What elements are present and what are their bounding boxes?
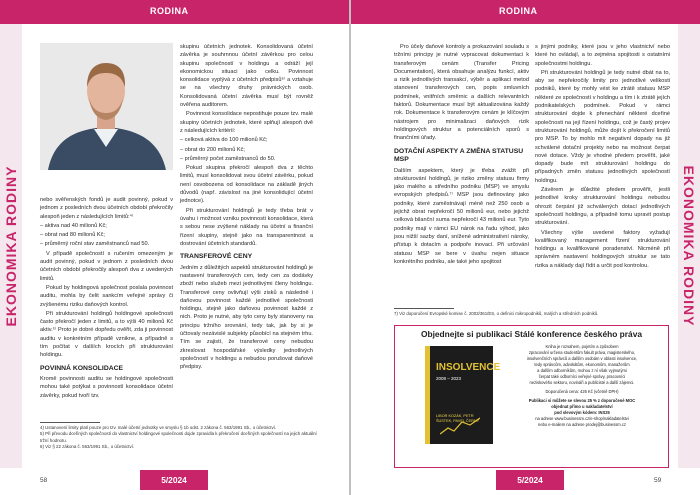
footnotes-left: [40, 425, 318, 451]
conference-description: [499, 344, 665, 428]
footnote-rule-right: [394, 308, 454, 309]
desc-line: tedy správcům, advokátům, ekonomům, manažerům: [534, 362, 630, 367]
footnote: 7) Viz doporučení Evropské komise č. 2003/361/ES, o definici mikropodniků, malých a středních podniků.: [394, 311, 599, 316]
col4-paragraph: Všechny výše uvedené faktory vyžadují kvalifikovaný management řízení strukturování holdingu a kvalifikované poradenství. Nicméně při správném nastavení holdingových struktur se tato rizika a náklady dají řídit a určit pod kontrolou.: [535, 229, 670, 269]
col2-paragraph: Jedním z důležitých aspektů strukturování holdingů je nastavení transferových cen, tedy cen za dodávky zboží nebo služeb mezi jednotlivými členy holdingu. Transferové ceny ovlivňují výši zisků a následně i daňovou povinnost každé jednotlivé společnosti holdingu, stejně jako daňovou povinnost každé z nich. Proto je nutné, aby tyto ceny byly stanoveny na principu tržního srovnání, tedy tak, jak by si je účtovaly nezávislé subjekty působící na stejném trhu. Tím se zajistí, že transferové ceny nebudou zkreslovat hospodářské výsledky jednotlivých společností v holdingu a nebudou porušovat daňové předpisy.: [180, 264, 313, 371]
desc-line: a dalším odborníkům, mohou z ní však vyjmutými: [537, 368, 627, 373]
sidebar-right: [678, 24, 700, 468]
col2-list-item: – obrat do 200 milionů Kč;: [180, 146, 245, 153]
offer-line: objednat přímo u nakladatelství: [551, 404, 613, 409]
col2-paragraph: skupinu účetních jednotek. Konsolidovaná účetní závěrka je souhrnnou účetní závěrkou pro celou skupinu společností v holdingu a odráží její ekonomickou situaci jako celku. Povinnost konsolidace vyplývá z účetních předpisů⁶⁾ a vztahuje se na všechny druhy právnických osob. Konsolidovaná účetní závěrka musí být rovněž ověřena auditorem.: [180, 44, 313, 109]
issue-label-right: 5/2024: [517, 475, 543, 485]
page-number-left: 58: [40, 477, 48, 484]
page-number-right: 59: [654, 477, 662, 484]
col3-paragraph: Pro účely daňové kontroly a prokazování souladu s tržními principy je nutné vypracovat dokumentaci k transferovým cenám (Transfer Pricing Documentation), která obsahuje analýzu funkcí, aktiv a rizik jednotlivých transakcí, výběr a aplikaci metod stanovení transferových cen, popis smluvních podmínek, vnitřních směrnic a dalších relevantních faktorů. Dokumentace musí být aktualizována každý rok. Dokumentace k transferovým cenám je klíčovým nástrojem pro minimalizaci daňových rizik holdingových struktur a potenciálních sporů s finančními úřady.: [394, 44, 529, 142]
col3-paragraph: Dalším aspektem, který je třeba zvážit při strukturování holdingů, je riziko změny statusu firmy jako malého a středního podniku (MSP) ve smyslu evropských předpisů.⁷⁾ MSP jsou definovány jako podniky, které zaměstnávají méně než 250 osob a jejichž obrat nepřekročí 50 milionů eur, nebo jejichž celková bilanční suma nepřekročí 43 milionů eur. Tyto podniky mají v rámci EU nárok na řadu výhod, jako jsou nižší sazby daní, snížené administrativní nároky, přístup k dotacím a podpoře inovací. Při určování statusu MSP se bere v úvahu nejen situace konkrétního podniku, ale také jeho spojitost: [394, 167, 529, 265]
column-2: [180, 43, 313, 372]
col2-paragraph: Pokud skupina překročí alespoň dva z těchto limitů, musí konsolidovat svou účetní závěrku, pokud není osvobozena od konsolidace na základě jiných důvodů (např. závislost na jiné konsolidující účetní jednotce).: [180, 165, 313, 205]
col1-paragraph: V případě společností s ručením omezeným je audit povinný, pokud v jednom z posledních dvou účetních období překročily alespoň dva z uvedených limitů.: [40, 250, 173, 282]
col2-paragraph: Při strukturování holdingů je tedy třeba brát v úvahu i možnost vzniku povinnosti konsolidace, která s sebou nese zvýšené náklady na účetní a finanční řízení skupiny, stejně jako na transparentnost a dostrování účetních standardů.: [180, 207, 313, 247]
heading-povinna-konsolidace: POVINNÁ KONSOLIDACE: [40, 364, 124, 372]
issue-badge-right: [496, 470, 564, 490]
sidebar-label-right: EKONOMIKA RODINY: [681, 165, 697, 327]
col1-paragraph: Při strukturování holdingů holdingové společnosti často překročí jeden z limitů, a to výši 40 milionů Kč aktiv.⁵⁾ Proto je dobré dopředu ověřit, zda ji povinnost auditu v konkrétním případě vznikne, a případně s tím počítat v dalších krocích při strukturování holdingu.: [40, 310, 173, 359]
col2-paragraph: Povinnost konsolidace nepostihuje pouze tzv. malé skupiny účetních jednotek, které splňují alespoň dvě z následujících kritérií:: [180, 111, 313, 134]
col2-list-item: – průměrný počet zaměstnanců do 50.: [180, 155, 276, 162]
col1-paragraph: nebo svěřenských fondů je audit povinný, pokud v jednom z posledních dvou účetních období překročily alespoň jeden z následujících limitů:⁴⁾: [40, 197, 173, 220]
col4-paragraph: s jinými podniky, které jsou v jeho vlastnictví nebo které ho ovládají, a to zejména spojitosti s ostatními společnostmi holdingu.: [535, 44, 670, 67]
footnote: 5) Při převodu dceřiných společností do vlastnictví holdingové společnosti dojde zpravidla k překročení dceřiných společností na jejich aktuální tržní hodnotu.: [40, 431, 317, 443]
footnotes-right: [394, 311, 669, 317]
desc-price: Doporučená cena: 426 Kč (včetně DPH): [545, 389, 619, 394]
footnote: 4) Ustanovení limity platí pouze pro tzv. malé účetní jednotky ve smyslu § 1b odst. 2 zákona č. 563/1991 Sb., o účetnictví.: [40, 425, 277, 430]
desc-line: neziskového sektoru, novináři a publicisté a další zájemci.: [529, 380, 635, 385]
column-1: [40, 196, 173, 401]
desc-line: zpracování určena studentům fakult práva, magisterského,: [528, 350, 636, 355]
col1-list-item: – průměrný roční stav zaměstnanců nad 50.: [40, 241, 150, 248]
sidebar-left: [0, 24, 22, 468]
book-cover: [425, 346, 501, 444]
graph-decoration-icon: [440, 416, 480, 436]
issue-badge-left: [140, 470, 208, 490]
portrait-photo-icon: [40, 43, 173, 170]
issue-label-left: 5/2024: [161, 475, 187, 485]
conference-title: Objednejte si publikaci Stálé konference českého práva: [420, 329, 643, 339]
sidebar-label-left: EKONOMIKA RODINY: [3, 165, 19, 327]
col1-list-item: – aktiva nad 40 milionů Kč;: [40, 222, 107, 229]
footnote-rule-left: [40, 422, 100, 423]
author-photo: [40, 43, 173, 170]
section-title-right: RODINA: [499, 6, 538, 16]
page-gutter: [349, 0, 351, 495]
header-bar-right: [351, 0, 700, 24]
offer-link[interactable]: na adrese www.businessm.cz/e-shop/nakladatelstvi: [535, 416, 629, 421]
book-title: INSOLVENCE: [436, 362, 501, 373]
heading-transferove-ceny: TRANSFEROVÉ CENY: [180, 253, 253, 261]
desc-line: insolvenčních správců a dalším osobám v oblasti insolvence,: [526, 356, 638, 361]
offer-email[interactable]: nebo e-mailem na adrese prodej@businessm.cz: [538, 422, 626, 427]
footnote: 6) Viz § 22 zákona č. 563/1991 Sb., o účetnictví.: [40, 444, 135, 450]
col1-paragraph: Kromě povinnosti auditu se holdingové společnosti mohou také potýkat s povinností konsolidace účetní závěrky, pokud tvoří tzv.: [40, 376, 173, 399]
conference-ad-box: [394, 325, 669, 468]
heading-dotacni-aspekty: DOTAČNÍ ASPEKTY A ZMĚNA STATUSU MSP: [394, 147, 524, 164]
col1-paragraph: Pokud by holdingová společnost poslala povinnost auditu, mohla by čelit sankcím veřejné správy či zvýšenému riziku daňových kontrol.: [40, 284, 173, 308]
offer-code: pod slevovým kódem: INS25: [554, 410, 610, 415]
column-4: [535, 43, 670, 271]
section-title-left: RODINA: [150, 6, 189, 16]
col2-list-item: – celková aktiva do 100 milionů Kč;: [180, 137, 268, 144]
col4-paragraph: Závěrem je důležité předem prověřit, jestli jednotlivé kroky strukturování holdingu nebudou ohrozit čerpání již schválených dotací jednotlivých společností holdingu, a případně tomu upravit postup strukturování.: [535, 187, 670, 227]
header-bar-left: [0, 0, 349, 24]
desc-line: čerpat také odborníci veřejné správy, pracovníci: [538, 374, 626, 379]
col1-list-item: – obrat nad 80 milionů Kč;: [40, 232, 105, 239]
desc-line: Kniha je rozsahem, pojetím a způsobem: [545, 344, 619, 349]
book-subtitle: LIBOR KOZÁK, PETR ŠUSTEK, PAVEL ČERNÝ: [436, 414, 480, 423]
column-3: [394, 43, 529, 267]
offer-line: Publikaci si můžete se slevou 25 % z doporučené MOC: [528, 398, 636, 403]
book-years: 2008 – 2023: [436, 376, 462, 381]
col4-paragraph: Při strukturování holdingů je tedy nutné dbát na to, aby se nepřekročily limity pro jednotlivé velikosti podniků, které by mohly vést ke ztrátě statusu MSP některé ze společností v holdingu a tím i k ztrátě jejích podnikatelských podmínek. Pokud v rámci strukturování dojde k přenechání některé dceřiné společnosti na její řízení holdingu, což je častý projev strukturování holdingů, může dojít k překročení limitů pro MSP. To by mohlo mít negativní dopady na již schválené dotační projekty nebo na možnost čerpat nové dotace. Vždy je vhodné předem prověřit, jaké dopady bude mít strukturování holdingu do případných změn statusu jednotlivých společností holdingu.: [535, 69, 670, 184]
